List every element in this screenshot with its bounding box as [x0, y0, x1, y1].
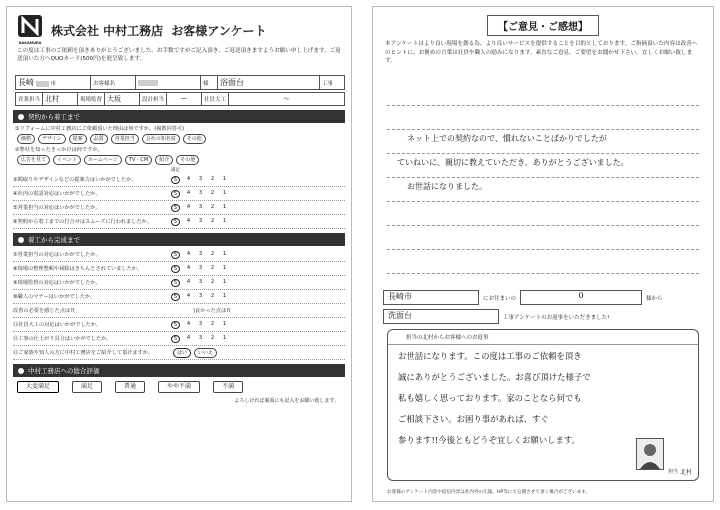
question-text: ④社内の電話対応はいかがでしたか。 — [13, 191, 101, 197]
section-overall — [13, 364, 345, 377]
score-option: 3 — [198, 292, 203, 299]
question-row — [13, 173, 345, 187]
section2-title: 着工から完成まで — [28, 236, 80, 244]
score-option: 1 — [222, 217, 227, 224]
q2-text: ②弊社を知ったきっかけは何ですか。 — [15, 147, 103, 153]
staff-name: 北村 — [679, 469, 692, 476]
logo-mark-icon — [18, 15, 42, 37]
section-construction — [13, 233, 345, 246]
option-pill: 品質 — [90, 134, 108, 144]
survey-back-page — [372, 6, 714, 502]
score-option: 1 — [222, 175, 227, 182]
score-scale — [171, 321, 228, 329]
question-row — [13, 248, 345, 262]
score-option: 1 — [222, 264, 227, 271]
overall-option: 満足 — [72, 381, 102, 393]
score-option: 5 — [171, 176, 180, 184]
score-option: 2 — [210, 217, 215, 224]
option-pill: 価格 — [17, 134, 35, 144]
construction-label: 工事 — [320, 76, 345, 90]
question-text: ⑫工事の仕上がり具合はいかがでしたか。 — [13, 336, 112, 342]
score-scale — [171, 265, 228, 273]
score-option: 4 — [186, 292, 191, 299]
sales-value: 北村 — [43, 93, 78, 106]
survey-front-page — [6, 6, 352, 502]
score-option: 5 — [171, 204, 180, 212]
option-pill: 営業担当 — [111, 134, 139, 144]
comment-line-3: お世話になりました。 — [407, 182, 487, 191]
site-value: 大坂 — [105, 93, 140, 106]
design-value: ー — [167, 93, 202, 106]
score-option: 2 — [210, 250, 215, 257]
score-option: 5 — [171, 265, 180, 273]
section1-title: 契約から着工まで — [28, 113, 80, 121]
option-pill: その他 — [183, 134, 206, 144]
question-text: ③間取りやデザインなどの提案力はいかがでしたか。 — [13, 177, 137, 183]
reply-line-2: 誠にありがとうございました。お喜び頂けた様子で — [398, 372, 591, 382]
staff-info-table — [15, 92, 345, 106]
score-option: 2 — [210, 292, 215, 299]
reply-header: 担当の北村からお客様へのお返事 — [388, 330, 698, 345]
bullet-icon — [18, 237, 24, 243]
question-row — [13, 318, 345, 332]
score-option: 3 — [198, 250, 203, 257]
score-option: 1 — [222, 203, 227, 210]
customer-info-table — [15, 75, 345, 90]
carpenter-label: 社員大工 — [202, 93, 229, 106]
logo-text: NAKAMURA — [18, 41, 42, 45]
overall-option: 普通 — [115, 381, 145, 393]
score-scale — [171, 176, 228, 184]
score-option: 2 — [210, 175, 215, 182]
bullet-icon — [18, 368, 24, 374]
score-option: 3 — [198, 189, 203, 196]
good-point-label: )良かった点は?( — [193, 308, 231, 314]
staff-photo — [636, 438, 664, 470]
score-scale — [171, 293, 228, 301]
score-option: 5 — [171, 279, 180, 287]
left-footer: よろしければ裏面にも記入をお願い致します。 — [234, 398, 339, 404]
q2-options — [7, 153, 351, 167]
option-pill: イベント — [53, 155, 81, 165]
question-text: 改善の必要を感じた点は?( — [13, 308, 75, 314]
question-row — [13, 262, 345, 276]
score-option: 5 — [171, 190, 180, 198]
score-option: 2 — [210, 334, 215, 341]
score-option: 3 — [198, 203, 203, 210]
city-suffix: にお住まいの — [483, 295, 517, 302]
city-value: 長崎 — [18, 78, 34, 87]
score-option: 5 — [171, 251, 180, 259]
question-row — [13, 332, 345, 346]
staff-role: 担当 — [667, 469, 678, 475]
product-suffix: 工事アンケートのお返事をいただきました! — [503, 314, 610, 321]
question-row — [13, 290, 345, 304]
question-text: ⑤営業担当の対応はいかがでしたか。 — [13, 205, 101, 211]
score-option: 1 — [222, 278, 227, 285]
overall-rating — [7, 379, 351, 395]
q1-options — [7, 132, 351, 146]
construction-value: 浴面台 — [218, 76, 320, 90]
reply-line-4: ご相談下さい。お困り事があれば、すぐ — [398, 414, 549, 424]
score-option: 3 — [198, 334, 203, 341]
section3-title: 中村工務店への総合評価 — [28, 367, 100, 375]
company-title: 株式会社 中村工務店 — [51, 23, 164, 38]
score-scale — [171, 204, 228, 212]
score-option: 3 — [198, 264, 203, 271]
overall-option: やや不満 — [158, 381, 200, 393]
option-pill: デザイン — [38, 134, 66, 144]
question-text: ⑥契約から着工までの打合せはスムーズに行われましたか。 — [13, 219, 153, 225]
question-row — [13, 276, 345, 290]
question-row — [13, 304, 345, 318]
section-contract — [13, 110, 345, 123]
score-option: 1 — [222, 250, 227, 257]
respondent-city: 長崎市 — [383, 290, 479, 305]
person-icon — [637, 439, 663, 469]
company-logo — [15, 15, 45, 45]
scale-label: 満足 — [171, 168, 180, 173]
score-option: 4 — [186, 264, 191, 271]
score-option: 4 — [186, 189, 191, 196]
score-option: 4 — [186, 203, 191, 210]
score-option: 4 — [186, 278, 191, 285]
question-row — [13, 215, 345, 229]
q1-text: ①リフォームに中村工務店にご依頼頂いた理由は何ですか。(複数回答可) — [15, 126, 185, 132]
carpenter-value: 〜 — [229, 93, 345, 106]
score-scale — [171, 279, 228, 287]
score-option: 2 — [210, 203, 215, 210]
intro-text: この度は工事のご依頼を頂きありがとうございました。お手数ですがご記入頂き、ご返送頂きますようお願い申し上げます。ご返送頂いた方へQUOカード(500円)を進呈致します。 — [17, 48, 341, 62]
comment-line-2: ていねいに、親切に教えていただき、ありがとうございました。 — [397, 158, 629, 167]
site-label: 現場監督 — [78, 93, 105, 106]
option-pill: その他 — [176, 155, 199, 165]
city-label: 市 — [50, 81, 57, 87]
score-option: 3 — [198, 217, 203, 224]
score-option: 4 — [186, 175, 191, 182]
score-option: 3 — [198, 320, 203, 327]
right-footer: お客様のアンケート内容や返信内容は社内外の広報、HP等にて公開させて頂く場合がございます。 — [387, 490, 591, 495]
question-text: ⑩職人のマナーはいかがでしたか。 — [13, 294, 96, 300]
option-pill: TV・CM — [125, 155, 152, 165]
comment-line-1: ネット上での契約なので、慣れないことばかりでしたが — [407, 134, 607, 143]
score-option: 4 — [186, 217, 191, 224]
respondent-count: 0 — [520, 290, 642, 305]
question-text: ⑪社員大工の対応はいかがでしたか。 — [13, 322, 102, 328]
design-label: 設計担当 — [140, 93, 167, 106]
reply-line-1: お世話になります。この度は工事のご依頼を頂き — [398, 351, 582, 361]
overall-option: 不満 — [213, 381, 243, 393]
score-option: 4 — [186, 320, 191, 327]
survey-title: お客様アンケート — [171, 23, 267, 38]
question-text: ⑧現場の整理整頓や掃除はきちんとされていましたか。 — [13, 266, 143, 272]
bullet-icon — [18, 114, 24, 120]
question-row — [13, 187, 345, 201]
section2-questions — [7, 248, 351, 360]
score-option: 1 — [222, 189, 227, 196]
score-option: 3 — [198, 278, 203, 285]
reply-line-5: 参ります!!今後ともどうぞ宜しくお願いします。 — [398, 435, 580, 445]
respondent-row-1 — [383, 290, 663, 305]
respondent-row-2 — [383, 309, 609, 324]
question-text: ⑬ご家族や知人の方に中村工務店をご紹介して頂けますか。 — [13, 350, 154, 356]
respondent-product: 洗面台 — [383, 309, 499, 324]
score-scale — [171, 190, 228, 198]
score-option: 1 — [222, 320, 227, 327]
score-option: 5 — [171, 321, 180, 329]
question-text: ⑨現場監督の対応はいかがでしたか。 — [13, 280, 101, 286]
option-pill: 会社の知名度 — [142, 134, 180, 144]
option-pill: 提案 — [69, 134, 87, 144]
yes-option: はい — [173, 348, 191, 358]
score-option: 5 — [171, 335, 180, 343]
option-pill: ホームページ — [84, 155, 122, 165]
score-option: 4 — [186, 334, 191, 341]
score-option: 2 — [210, 278, 215, 285]
reply-line-3: 私も嬉しく思っております。家のことなら何でも — [398, 393, 582, 403]
score-option: 2 — [210, 320, 215, 327]
comments-intro: 本アンケートはより良い現場を創る為、より良いサービスを提供することを目的としております。ご指摘頂いた内容は改善へのヒントに、お褒めの言葉は社員や職人の励みになります。素直なご意見、ご要望をお聞かせ下さい。宜しくお願い致します。 — [385, 41, 698, 64]
sama-label: 様 — [201, 76, 218, 90]
score-scale — [171, 218, 228, 226]
score-option: 1 — [222, 292, 227, 299]
score-scale — [171, 335, 228, 343]
no-option: いいえ — [194, 348, 217, 358]
score-option: 2 — [210, 189, 215, 196]
comments-title: 【ご意見・ご感想】 — [487, 15, 599, 36]
option-pill: 紹介 — [155, 155, 173, 165]
count-suffix: 様から — [646, 295, 663, 302]
customer-name-label: お客様名 — [91, 76, 136, 90]
score-option: 5 — [171, 218, 180, 226]
question-text: ⑦営業担当の対応はいかがでしたか。 — [13, 252, 101, 258]
score-option: 5 — [171, 293, 180, 301]
comment-area — [373, 89, 713, 284]
staff-signature — [668, 467, 692, 476]
score-scale — [171, 251, 228, 259]
question-row — [13, 346, 345, 360]
score-option: 3 — [198, 175, 203, 182]
question-row — [13, 201, 345, 215]
overall-option: 大変満足 — [17, 381, 59, 393]
score-option: 4 — [186, 250, 191, 257]
section1-questions — [7, 173, 351, 229]
sales-label: 営業担当 — [16, 93, 43, 106]
score-option: 1 — [222, 334, 227, 341]
score-option: 2 — [210, 264, 215, 271]
option-pill: 広告を見て — [17, 155, 50, 165]
reply-box — [387, 329, 699, 481]
